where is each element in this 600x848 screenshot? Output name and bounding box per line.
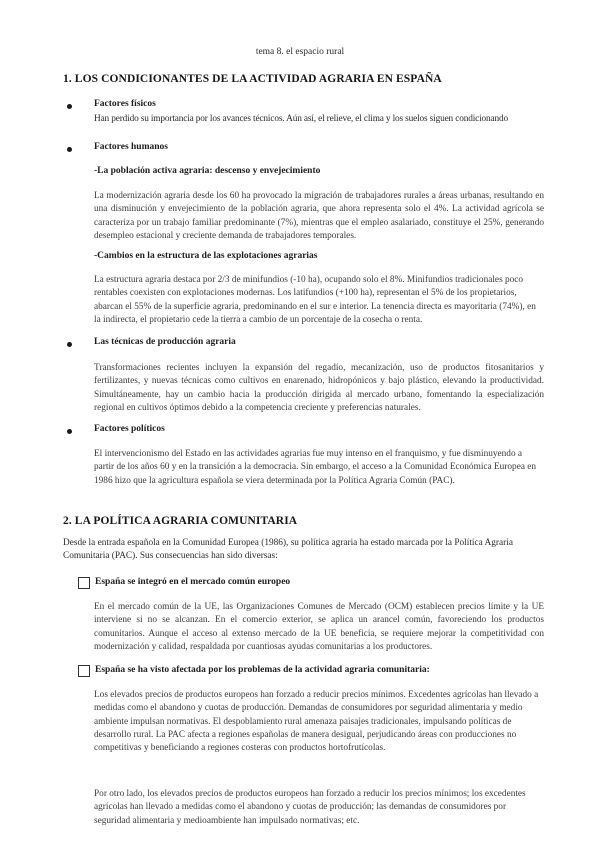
bullet-label: Las técnicas de producción agraria (94, 337, 236, 347)
section-2-intro: Desde la entrada española en la Comunidad Europea (1986), su política agraria ha estado marcada por la Política Agraria Comunitaria (PAC). Sus consecuencias han sido diversas: (63, 538, 513, 562)
checkbox-label: España se integró en el mercado común europeo (95, 577, 291, 587)
bullet-label: Factores humanos (94, 142, 168, 152)
checkbox-label: España se ha visto afectada por los problemas de la actividad agraria comunitaria: (95, 665, 430, 675)
bullet-icon (67, 104, 72, 109)
running-title: tema 8. el espacio rural (255, 47, 345, 57)
poblacion-heading: -La población activa agraria: descenso y envejecimiento (94, 166, 321, 176)
checkbox-icon (78, 665, 90, 677)
mercado-comun-text: En el mercado común de la UE, las Organizaciones Comunes de Mercado (OCM) establecen precios límite y la UE interviene si no se alcanzan. En el comercio exterior, se aplica un arancel común, favoreciendo los productos comunitarios. Aunque el acceso al extenso mercado de la UE beneficia, se requiere mejorar la competitividad con modernización y calidad, respaldada por cuantiosas ayudas comunitarias a los productores. (94, 602, 544, 652)
bullet-icon (67, 342, 72, 347)
problemas-text-2: Por otro lado, los elevados precios de productos europeos han forzado a reducir los precios mínimos; los excedentes agrícolas han llevado a medidas como el abandono y cuotas de producción; las demandas de consumidores por seguridad alimentaria y medioambiente han impulsado normativas; etc. (94, 789, 526, 826)
poblacion-text: La modernización agraria desde los 60 ha provocado la migración de trabajadores rurales a áreas urbanas, resultando en una disminución y envejecimiento de la población agraria, que ahora representa solo el 4%. La actividad agrícola se caracteriza por un trabajo familiar predominante (7%), mientras que el empleo asalariado, constituye el 25%, generando desempleo estacional y creciente demanda de trabajadores temporales. (94, 191, 544, 241)
fisicos-text: Han perdido su importancia por los avances técnicos. Aún así, el relieve, el clima y los suelos siguen condicionando (94, 114, 509, 124)
estructura-text: La estructura agraria destaca por 2/3 de minifundios (-10 ha), ocupando solo el 8%. Minifundios tradicionales poco rentables coexisten con explotaciones modernas. Los latifundios (+100 ha), representan el 5% de los propietarios, abarcan el 55% de la superficie agraria, predominando en el sur e interior. La tenencia directa es mayoritaria (74%), en la indirecta, el propietario cede la tierra a cambio de un porcentaje de la cosecha o renta. (94, 275, 536, 325)
bullet-icon (67, 429, 72, 434)
bullet-label: Factores físicos (94, 99, 156, 109)
problemas-text-1: Los elevados precios de productos europeos han forzado a reducir precios mínimos. Excedentes agrícolas han llevado a medidas como el abandono y cuotas de producción. Demandas de consumidores por seguridad alimentaria y medio ambiente impulsan normativas. El despoblamiento rural amenaza paisajes tradicionales, impulsando políticas de desarrollo rural. La PAC afecta a regiones españolas de manera desigual, perjudicando áreas con producciones no competitivas y beneficiando a regiones costeras con productos hortofrutícolas. (94, 690, 539, 754)
section-2-heading: 2. LA POLÍTICA AGRARIA COMUNITARIA (63, 515, 298, 527)
tecnicas-text: Transformaciones recientes incluyen la expansión del regadío, mecanización, uso de productos fitosanitarios y fertilizantes, y nuevas técnicas como cultivos en enarenado, hidropónicos y bajo plástico, elevando la productividad. Simultáneamente, hay un cambio hacia la producción dirigida al mercado urbano, fomentando la especialización regional en cultivos óptimos debido a la competencia creciente y preferencias naturales. (94, 363, 544, 413)
bullet-label: Factores políticos (94, 424, 165, 434)
estructura-heading: -Cambios en la estructura de las explotaciones agrarias (94, 251, 318, 261)
bullet-icon (67, 147, 72, 152)
section-1-heading: 1. LOS CONDICIONANTES DE LA ACTIVIDAD AGRARIA EN ESPAÑA (63, 73, 442, 85)
checkbox-icon (78, 577, 90, 589)
politicos-text: El intervencionismo del Estado en las actividades agrarias fue muy intenso en el franquismo, y fue disminuyendo a partir de los años 60 y en la transición a la democracia. Sin embargo, el acceso a la Comunidad Económica Europea en 1986 hizo que la agricultura española se viera determinada por la Política Agraria Común (PAC). (94, 449, 537, 486)
